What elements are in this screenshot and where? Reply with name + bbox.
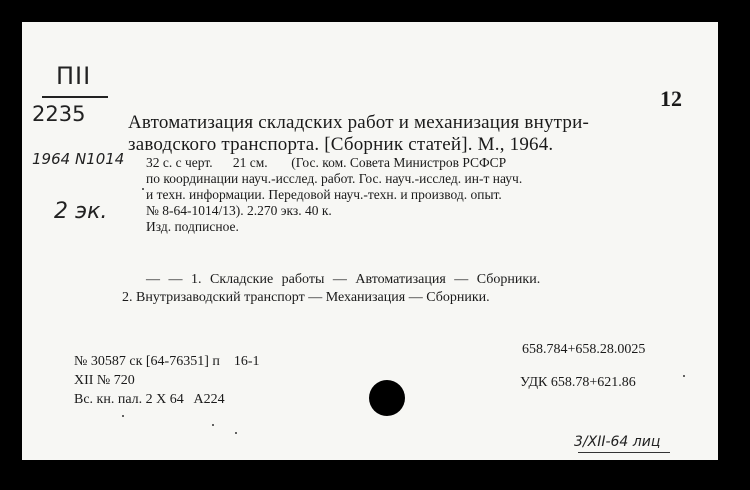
description-line: Изд. подписное.	[146, 219, 239, 234]
footer-line: XII № 720	[74, 373, 135, 388]
handwritten-year-ref: 1964 N1014	[32, 150, 125, 168]
shelf-underline	[42, 96, 108, 98]
title-line-2: заводского транспорта. [Сборник статей]. М., 1964.	[128, 134, 554, 155]
handwritten-shelf-mark: ПII	[56, 62, 92, 90]
udc-number: УДК 658.78+621.86	[520, 375, 636, 390]
footer-line: № 30587 ск [64-76351] п 16-1	[74, 354, 260, 369]
handwritten-code: 2 эк.	[54, 199, 108, 224]
classification-number: 658.784+658.28.0025	[522, 342, 646, 357]
description-line: по координации науч.-исслед. работ. Гос. науч.-исслед. ин-т науч.	[146, 171, 523, 186]
title-line-1: Автоматизация складских работ и механизация внутри-	[128, 112, 589, 133]
handwritten-number: 2235	[32, 102, 86, 126]
speck	[212, 424, 214, 426]
description-line: 32 с. с черт. 21 см. (Гос. ком. Совета Министров РСФСР	[146, 155, 507, 170]
card-number: 12	[660, 86, 682, 111]
subject-heading-2: 2. Внутризаводский транспорт — Механизация — Сборники.	[122, 290, 490, 305]
footer-left-block	[74, 352, 260, 409]
description-line: № 8-64-1014/13). 2.270 экз. 40 к.	[146, 203, 332, 218]
speck	[683, 375, 685, 377]
subject-heading-1: — — 1. Складские работы — Автоматизация — Сборники.	[146, 272, 541, 287]
catalog-card	[22, 22, 718, 460]
description-line: и техн. информации. Передовой науч.-техн. и производ. опыт.	[146, 187, 502, 202]
footer-line: Вс. кн. пал. 2 X 64 A224	[74, 392, 225, 407]
note-underline	[578, 452, 670, 453]
speck	[142, 188, 144, 190]
description-block	[146, 155, 522, 235]
handwritten-bottom-note: 3/XII-64 лиц	[574, 434, 661, 450]
punch-hole	[369, 380, 405, 416]
speck	[235, 432, 237, 434]
speck	[122, 415, 124, 417]
